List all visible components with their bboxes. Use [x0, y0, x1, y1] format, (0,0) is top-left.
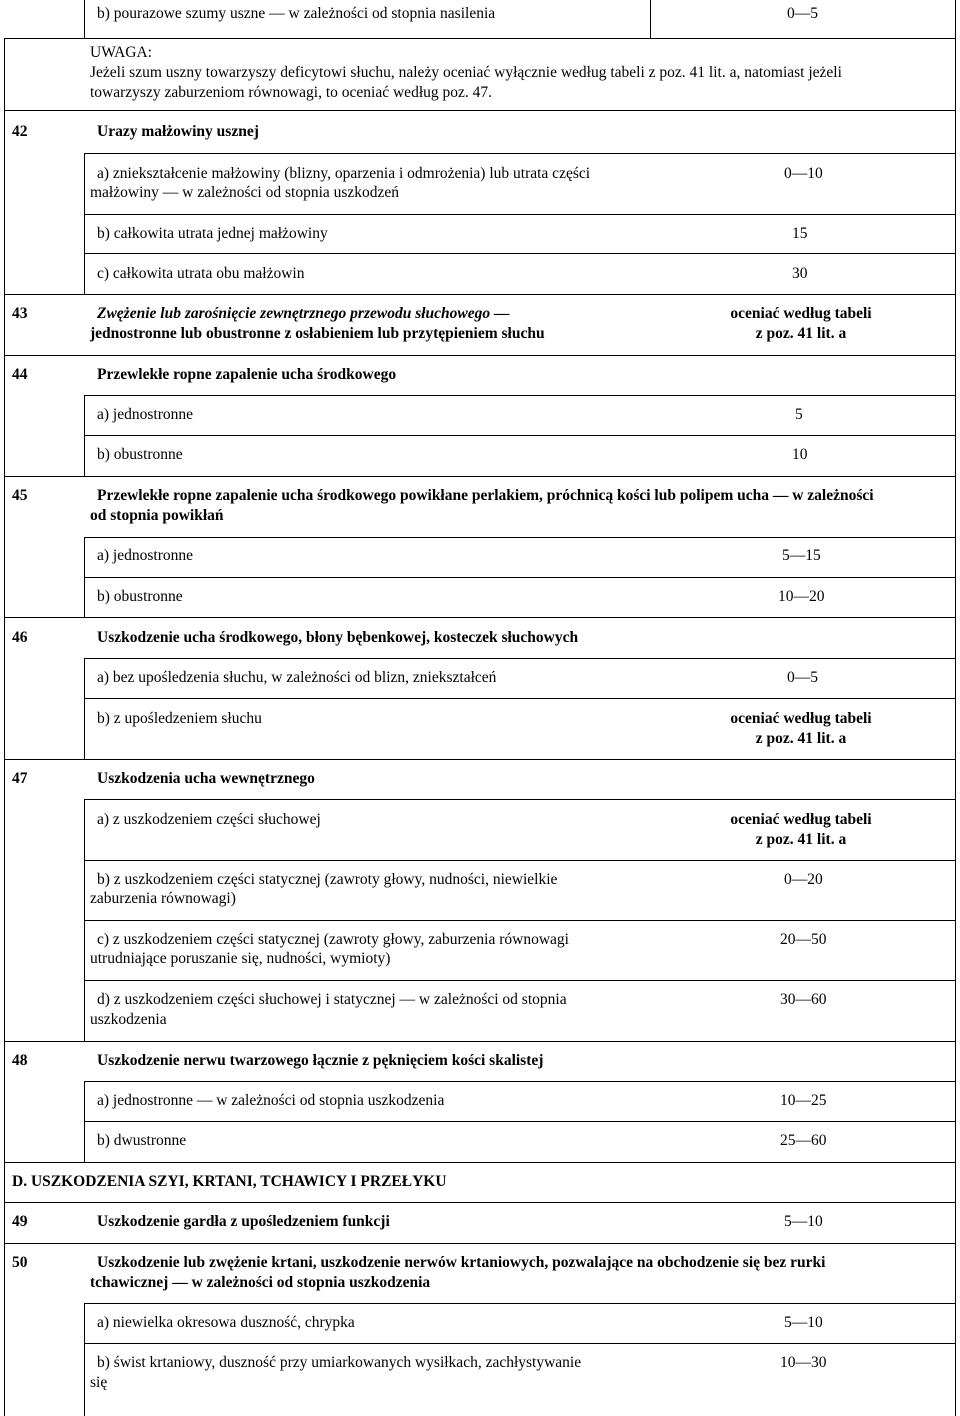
cell-border	[955, 0, 956, 38]
item-value: 10—30	[780, 1354, 827, 1371]
item-title: Urazy małżowiny usznej	[97, 123, 259, 140]
cell-border	[84, 153, 85, 294]
cell-border	[84, 1303, 85, 1416]
row-divider	[84, 395, 956, 396]
item-value: oceniać według tabeli	[730, 710, 872, 727]
row-divider	[84, 920, 956, 921]
item-value: z poz. 41 lit. a	[755, 325, 847, 342]
note-title: UWAGA:	[90, 44, 152, 61]
sub-item: utrudniające poruszanie się, nudności, wymioty)	[90, 950, 391, 967]
item-value: 0—5	[787, 669, 818, 686]
row-divider	[84, 1081, 956, 1082]
row-divider	[4, 1243, 956, 1244]
item-value: 0—10	[784, 165, 823, 182]
row-divider	[4, 294, 956, 295]
cell-border	[650, 0, 651, 38]
sub-item: b) obustronne	[97, 588, 183, 605]
row-divider	[4, 110, 956, 111]
sub-item: b) z uszkodzeniem części statycznej (zawroty głowy, nudności, niewielkie	[97, 871, 558, 888]
item-value: 30	[792, 265, 808, 282]
item-value: z poz. 41 lit. a	[755, 831, 847, 848]
row-divider	[84, 1303, 956, 1304]
item-value: 15	[792, 225, 808, 242]
table-right-border	[955, 38, 956, 1416]
item-number: 50	[12, 1254, 28, 1271]
sub-item: b) świst krtaniowy, duszność przy umiarkowanych wysiłkach, zachłystywanie	[97, 1354, 582, 1371]
item-value: 20—50	[780, 931, 827, 948]
cell-border	[84, 658, 85, 759]
item-value: 0—20	[784, 871, 823, 888]
item-value: 5—10	[784, 1314, 823, 1331]
row-divider	[4, 759, 956, 760]
sub-item: b) z upośledzeniem słuchu	[97, 710, 262, 727]
item-number: 47	[12, 770, 28, 787]
item-number: 46	[12, 629, 28, 646]
row-divider	[84, 435, 956, 436]
note-line: towarzyszy zaburzeniom równowagi, to oceniać według poz. 47.	[90, 84, 493, 101]
sub-item: b) obustronne	[97, 446, 183, 463]
row-divider	[4, 355, 956, 356]
table-left-border	[4, 38, 5, 1416]
item-title: Przewlekłe ropne zapalenie ucha środkowego powikłane perlakiem, próchnicą kości lub polipem ucha — w zależności	[97, 487, 874, 504]
sub-item: a) bez upośledzenia słuchu, w zależności od blizn, zniekształceń	[97, 669, 497, 686]
row-divider	[84, 860, 956, 861]
item-value: oceniać według tabeli	[730, 811, 872, 828]
item-number: 49	[12, 1213, 28, 1230]
item-title: Uszkodzenie nerwu twarzowego łącznie z pęknięciem kości skalistej	[97, 1052, 544, 1069]
item-value: 10	[792, 446, 808, 463]
sub-item: d) z uszkodzeniem części słuchowej i statycznej — w zależności od stopnia	[97, 991, 567, 1008]
item-title: Uszkodzenia ucha wewnętrznego	[97, 770, 315, 787]
sub-item: a) z uszkodzeniem części słuchowej	[97, 811, 321, 828]
row-divider	[4, 476, 956, 477]
item-number: 44	[12, 366, 28, 383]
item-value: z poz. 41 lit. a	[755, 730, 847, 747]
item-value: 5—15	[782, 547, 821, 564]
sub-item: małżowiny — w zależności od stopnia uszkodzeń	[90, 184, 400, 201]
item-title: Uszkodzenie gardła z upośledzeniem funkcji	[97, 1213, 390, 1230]
note-line: Jeżeli szum uszny towarzyszy deficytowi słuchu, należy oceniać wyłącznie według tabeli z poz. 41 lit. a, natomiast jeżeli	[90, 64, 842, 81]
row-divider	[84, 658, 956, 659]
sub-item: zaburzenia równowagi)	[90, 890, 236, 907]
item-number: 43	[12, 305, 28, 322]
section-heading: D. USZKODZENIA SZYI, KRTANI, TCHAWICY I PRZEŁYKU	[12, 1173, 447, 1190]
cell-border	[84, 799, 85, 1041]
row-divider	[84, 698, 956, 699]
row-divider	[4, 38, 956, 39]
cell-border	[84, 537, 85, 617]
row-divider	[4, 1162, 956, 1163]
row-divider	[84, 537, 956, 538]
row-divider	[4, 1202, 956, 1203]
sub-item: c) z uszkodzeniem części statycznej (zawroty głowy, zaburzenia równowagi	[97, 931, 569, 948]
item-title: tchawicznej — w zależności od stopnia uszkodzenia	[90, 1274, 431, 1291]
row-label: b) pourazowe szumy uszne — w zależności od stopnia nasilenia	[97, 5, 496, 22]
row-divider	[84, 1121, 956, 1122]
item-title: od stopnia powikłań	[90, 507, 224, 524]
item-title: Uszkodzenie ucha środkowego, błony bębenkowej, kosteczek słuchowych	[97, 629, 579, 646]
cell-border	[84, 0, 85, 38]
sub-item: uszkodzenia	[90, 1011, 167, 1028]
sub-item: a) niewielka okresowa duszność, chrypka	[97, 1314, 355, 1331]
sub-item: a) jednostronne	[97, 547, 193, 564]
sub-item: a) zniekształcenie małżowiny (blizny, oparzenia i odmrożenia) lub utrata części	[97, 165, 591, 182]
row-divider	[4, 617, 956, 618]
item-title: Zwężenie lub zarośnięcie zewnętrznego przewodu słuchowego —	[97, 305, 510, 322]
row-divider	[84, 253, 956, 254]
sub-item: c) całkowita utrata obu małżowin	[97, 265, 305, 282]
cell-border	[84, 1081, 85, 1162]
sub-item: a) jednostronne — w zależności od stopnia uszkodzenia	[97, 1092, 445, 1109]
item-value: 10—20	[778, 588, 825, 605]
row-divider	[84, 214, 956, 215]
sub-item: a) jednostronne	[97, 406, 193, 423]
item-value: 5	[795, 406, 803, 423]
item-title: Przewlekłe ropne zapalenie ucha środkowego	[97, 366, 397, 383]
row-divider	[4, 1041, 956, 1042]
row-divider	[84, 1343, 956, 1344]
row-divider	[84, 577, 956, 578]
item-value: oceniać według tabeli	[730, 305, 872, 322]
item-number: 42	[12, 123, 28, 140]
sub-item: b) dwustronne	[97, 1132, 187, 1149]
item-value: 25—60	[780, 1132, 827, 1149]
cell-border	[84, 395, 85, 476]
item-number: 45	[12, 487, 28, 504]
item-value: 30—60	[780, 991, 827, 1008]
item-title: Uszkodzenie lub zwężenie krtani, uszkodzenie nerwów krtaniowych, pozwalające na obchodzenie się bez rurki	[97, 1254, 826, 1271]
item-title: jednostronne lub obustronne z osłabieniem lub przytępieniem słuchu	[90, 325, 545, 342]
item-value: 5—10	[784, 1213, 823, 1230]
item-number: 48	[12, 1052, 28, 1069]
row-value: 0—5	[787, 5, 818, 22]
sub-item: b) całkowita utrata jednej małżowiny	[97, 225, 328, 242]
row-divider	[84, 799, 956, 800]
row-divider	[84, 153, 956, 154]
row-divider	[84, 980, 956, 981]
sub-item: się	[90, 1374, 108, 1391]
item-value: 10—25	[780, 1092, 827, 1109]
